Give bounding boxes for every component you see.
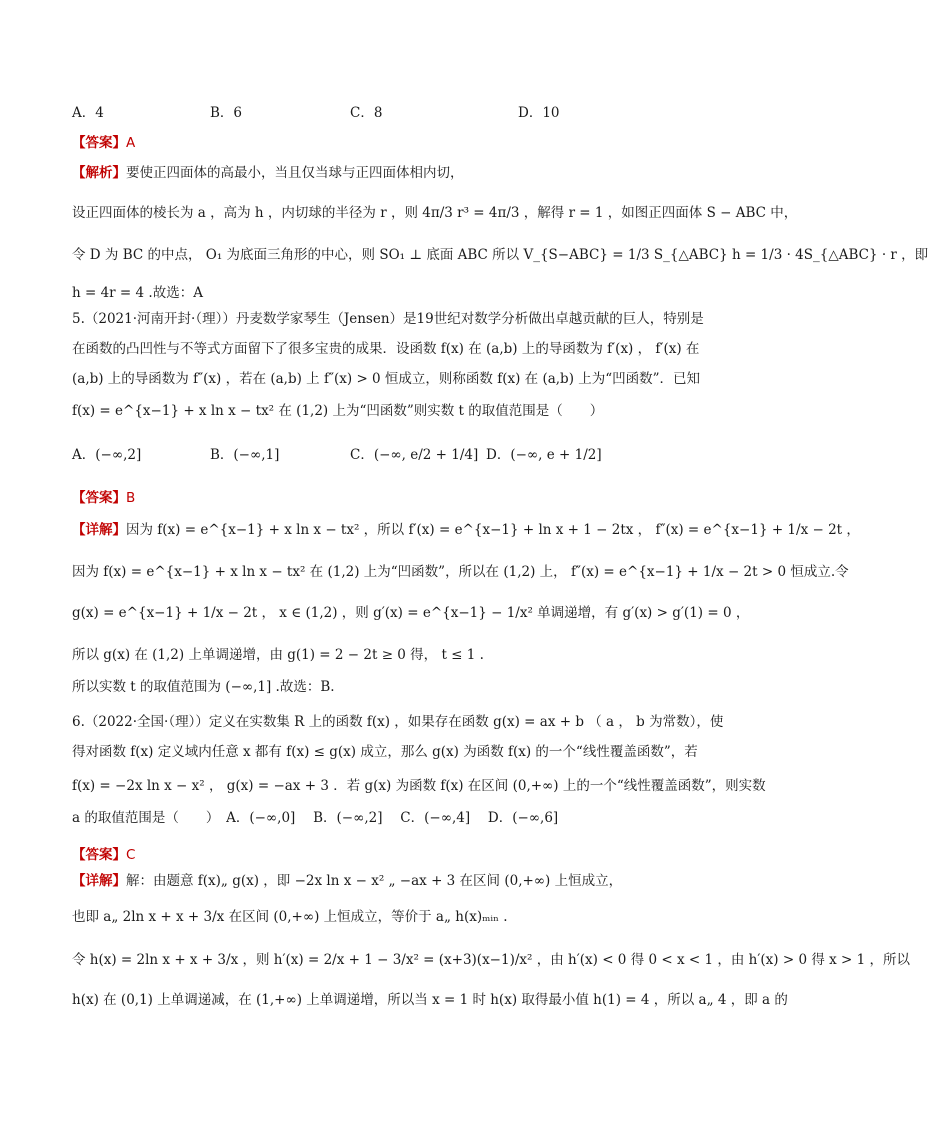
q5-option-c: C．(−∞, e/2 + 1/4]	[350, 447, 479, 463]
q4-answer: A	[126, 135, 136, 151]
q6-detail-line-2: 也即 a„ 2ln x + x + 3/x 在区间 (0,+∞) 上恒成立，等价于 a„ h(x)ₘᵢₙ .	[72, 909, 508, 925]
q5-stem-line-1: 5.（2021·河南开封·（理））丹麦数学家琴生（Jensen）是19世纪对数学分析做出卓越贡献的巨人，特别是	[72, 311, 704, 327]
q5-answer-line	[72, 488, 732, 508]
q5-option-d: D．(−∞, e + 1/2]	[486, 447, 602, 463]
q5-detail-line-3: g(x) = e^{x−1} + 1/x − 2t ， x ∈ (1,2) ，则 g′(x) = e^{x−1} − 1/x² 单调递增，有 g′(x) > g′(1) = 0 ，	[72, 605, 750, 621]
answer-tag: 【答案】	[72, 135, 126, 151]
q5-option-b: B．(−∞,1]	[210, 447, 280, 463]
q6-stem-line-4: a 的取值范围是（ ） A．(−∞,0] B．(−∞,2] C．(−∞,4] D．(−∞,6]	[72, 810, 559, 826]
q4-option-d: D．10	[518, 105, 560, 121]
q5-detail-line-1	[72, 520, 860, 540]
q5-detail-line-2: 因为 f(x) = e^{x−1} + x ln x − tx² 在 (1,2) 上为“凹函数”，所以在 (1,2) 上， f″(x) = e^{x−1} + 1/x − 2t > 0 恒成立.令	[72, 564, 849, 580]
q6-stem-line-3: f(x) = −2x ln x − x² ， g(x) = −ax + 3 ．若 g(x) 为函数 f(x) 在区间 (0,+∞) 上的一个“线性覆盖函数”，则实数	[72, 778, 766, 794]
q6-stem-line-2: 得对函数 f(x) 定义域内任意 x 都有 f(x) ≤ g(x) 成立，那么 g(x) 为函数 f(x) 的一个“线性覆盖函数”，若	[72, 744, 698, 760]
q5-detail-text-1: 因为 f(x) = e^{x−1} + x ln x − tx² ，所以 f′(x) = e^{x−1} + ln x + 1 − 2tx ， f″(x) = e^{x−1} + 1/x − 2t ，	[126, 522, 860, 538]
q5-stem-line-3: (a,b) 上的导函数为 f″(x) ，若在 (a,b) 上 f″(x) > 0 恒成立，则称函数 f(x) 在 (a,b) 上为“凹函数”．已知	[72, 371, 701, 387]
detail-tag: 【详解】	[72, 873, 126, 889]
q5-stem-line-2: 在函数的凸凹性与不等式方面留下了很多宝贵的成果．设函数 f(x) 在 (a,b) 上的导函数为 f′(x) ， f′(x) 在	[72, 341, 700, 357]
detail-tag: 【详解】	[72, 522, 126, 538]
q6-detail-line-1	[72, 871, 732, 891]
q4-analysis-line-2: 设正四面体的棱长为 a ，高为 h ，内切球的半径为 r ，则 4π/3 r³ = 4π/3 ，解得 r = 1 ，如图正四面体 S − ABC 中，	[72, 205, 798, 221]
q4-analysis-line-1	[72, 163, 732, 183]
q4-analysis-line-4: h = 4r = 4 .故选：A	[72, 285, 203, 301]
q6-detail-line-4: h(x) 在 (0,1) 上单调递减，在 (1,+∞) 上单调递增，所以当 x = 1 时 h(x) 取得最小值 h(1) = 4 ，所以 a„ 4 ，即 a 的	[72, 992, 788, 1008]
answer-tag: 【答案】	[72, 490, 126, 506]
q4-analysis-line-3: 令 D 为 BC 的中点， O₁ 为底面三角形的中心，则 SO₁ ⊥ 底面 ABC 所以 V_{S−ABC} = 1/3 S_{△ABC} h = 1/3 · 4S_{△ABC} · r ，即	[72, 247, 928, 263]
q5-detail-line-4: 所以 g(x) 在 (1,2) 上单调递增，由 g(1) = 2 − 2t ≥ 0 得， t ≤ 1 .	[72, 647, 484, 663]
q6-detail-text-1: 解：由题意 f(x)„ g(x) ，即 −2x ln x − x² „ −ax + 3 在区间 (0,+∞) 上恒成立，	[126, 873, 623, 889]
answer-tag: 【答案】	[72, 847, 126, 863]
q4-option-c: C．8	[350, 105, 383, 121]
q5-option-a: A．(−∞,2]	[72, 447, 142, 463]
q6-detail-line-3: 令 h(x) = 2ln x + x + 3/x ，则 h′(x) = 2/x + 1 − 3/x² = (x+3)(x−1)/x² ，由 h′(x) < 0 得 0 < x < 1 ，由 h′(x) > 0 得 x > 1 ，所以	[72, 952, 911, 968]
q5-detail-line-5: 所以实数 t 的取值范围为 (−∞,1] .故选：B.	[72, 679, 335, 695]
q4-options	[72, 101, 732, 123]
q4-analysis-text-1: 要使正四面体的高最小，当且仅当球与正四面体相内切，	[126, 165, 464, 181]
q4-option-a: A．4	[72, 105, 104, 121]
q4-option-b: B．6	[210, 105, 243, 121]
q5-stem-line-4: f(x) = e^{x−1} + x ln x − tx² 在 (1,2) 上为“凹函数”则实数 t 的取值范围是（ ）	[72, 403, 604, 419]
q6-stem-line-1: 6.（2022·全国·（理））定义在实数集 R 上的函数 f(x) ，如果存在函数 g(x) = ax + b （ a ， b 为常数），使	[72, 714, 724, 730]
q4-answer-line	[72, 133, 732, 153]
q6-answer: C	[126, 847, 136, 863]
q5-options	[72, 443, 732, 465]
q5-answer: B	[126, 490, 136, 506]
analysis-tag: 【解析】	[72, 165, 126, 181]
q6-answer-line	[72, 845, 732, 865]
